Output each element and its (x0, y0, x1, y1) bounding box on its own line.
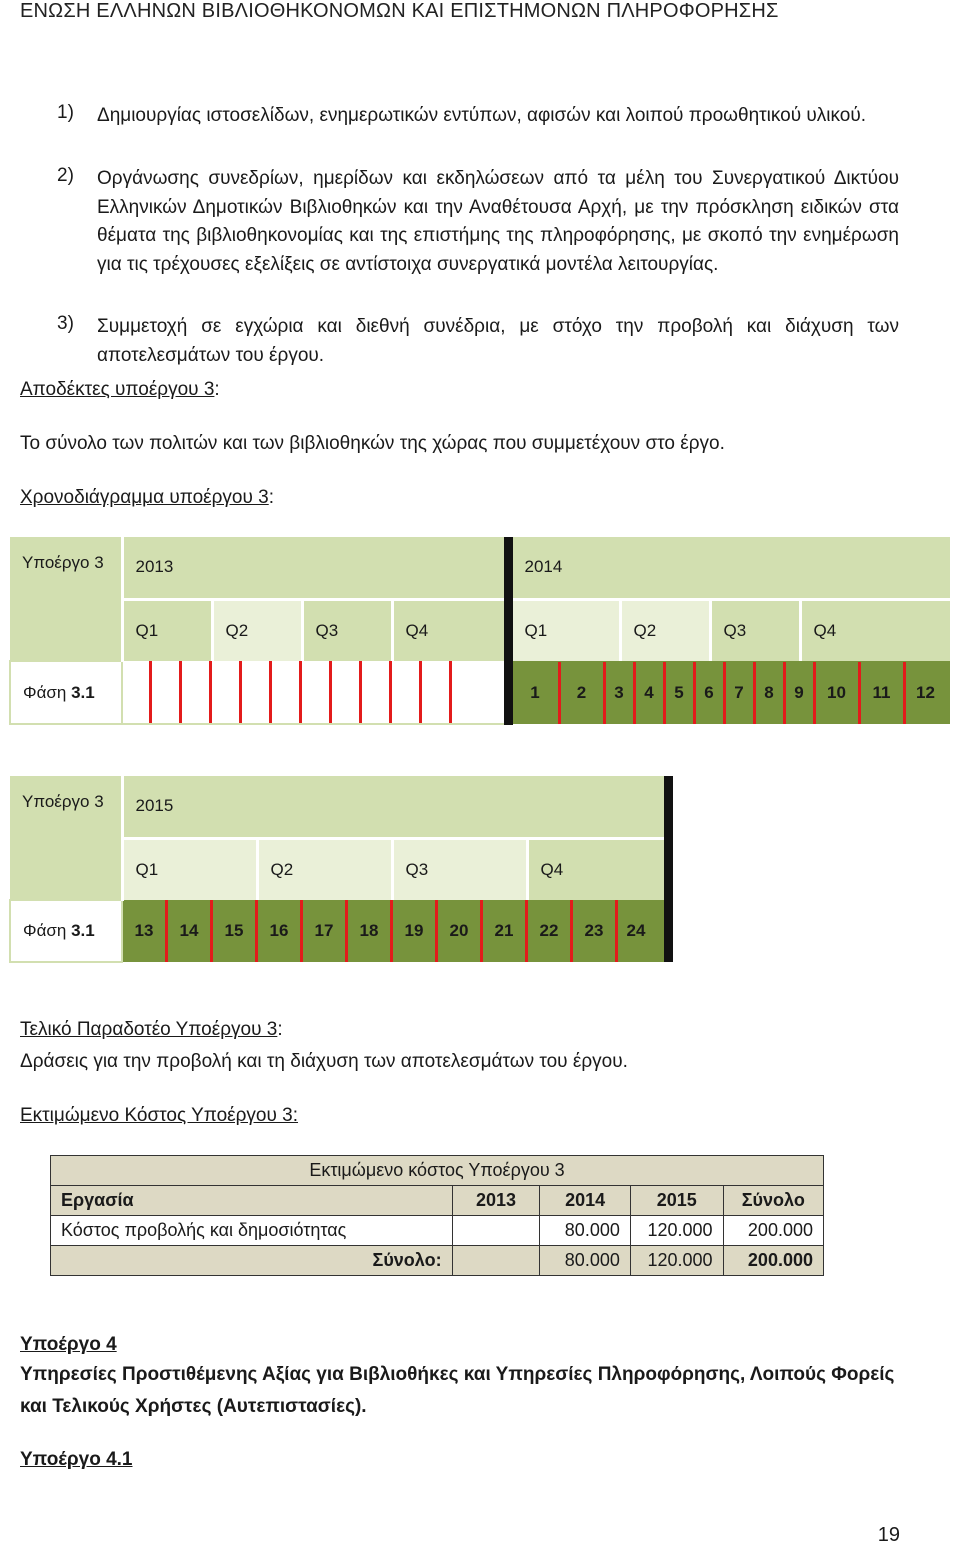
gantt2-q3: Q3 (392, 838, 527, 900)
gantt2-month-16: 16 (258, 900, 303, 962)
gantt1-q3: Q3 (302, 599, 392, 661)
schedule-heading (20, 484, 274, 513)
cost-row-2014: 80.000 (540, 1216, 630, 1246)
gantt2-month-17: 17 (303, 900, 348, 962)
subproject4-title: Υποέργο 4 (20, 1334, 117, 1355)
gantt2-month-24: 24 (626, 921, 646, 940)
gantt1-month-3: 3 (606, 662, 636, 724)
gantt2-phase-num: 3.1 (71, 921, 95, 940)
gantt1-year-2013: 2013 (122, 537, 508, 599)
gantt-table-2015 (9, 776, 673, 963)
gantt2-month-14: 14 (168, 900, 213, 962)
gantt1-q2: Q2 (212, 599, 302, 661)
red-marker (329, 661, 332, 723)
gantt1-month-4: 4 (636, 662, 666, 724)
gantt1-q5: Q1 (508, 599, 620, 661)
gantt1-month-1: 1 (513, 662, 561, 724)
list-item-3: Συμμετοχή σε εγχώρια και διεθνή συνέδρια, με στόχο την προβολή και διάχυση των αποτελεσμάτων του έργου. (97, 316, 899, 366)
gantt1-month-9: 9 (786, 662, 816, 724)
gantt2-month-23: 23 (573, 900, 618, 962)
gantt2-month-20: 20 (438, 900, 483, 962)
gantt1-q6: Q2 (620, 599, 710, 661)
gantt2-month-18: 18 (348, 900, 393, 962)
gantt1-empty-2013 (122, 661, 508, 724)
red-marker (359, 661, 362, 723)
gantt1-q1: Q1 (122, 599, 212, 661)
recipients-heading (20, 376, 220, 405)
list-num-1: 1) (57, 102, 74, 123)
recipients-text: Το σύνολο των πολιτών και των βιβλιοθηκών της χώρας που συμμετέχουν στο έργο. (20, 433, 725, 454)
red-marker (179, 661, 182, 723)
gantt2-phase-label: Φάση (23, 921, 72, 940)
gantt1-month-8: 8 (756, 662, 786, 724)
schedule-heading-text: Χρονοδιάγραμμα υποέργου 3 (20, 487, 269, 508)
red-marker (239, 661, 242, 723)
list-item-2: Οργάνωσης συνεδρίων, ημερίδων και εκδηλώσεων από τα μέλη του Συνεργατικού Δικτύου Ελληνικών Δημοτικών Βιβλιοθηκών και την Αναθέτουσα Αρχή, με την πρόσκληση ειδικών στα θέματα της βιβλιοθηκονομίας και της επιστήμης της πληροφόρησης, με σκοπό την ενημέρωση για τις τρέχουσες εξελίξεις σε αντίστοιχα συνεργατικά μοντέλα λειτουργίας. (97, 168, 899, 275)
gantt2-months-2015 (122, 900, 668, 962)
gantt1-month-2: 2 (561, 662, 606, 724)
cost-table-title: Εκτιμώμενο κόστος Υποέργου 3 (51, 1156, 824, 1186)
gantt-table-2013-2014 (9, 537, 950, 725)
list-item-1: Δημιουργίας ιστοσελίδων, ενημερωτικών εντύπων, αφισών και λοιπού προωθητικού υλικού. (97, 105, 866, 126)
gantt2-month-22: 22 (528, 900, 573, 962)
cost-total-2015: 120.000 (630, 1246, 723, 1276)
cost-header-2013: 2013 (452, 1186, 540, 1216)
gantt2-label: Υποέργο 3 (10, 776, 122, 900)
cost-row-2013 (452, 1216, 540, 1246)
gantt1-month-10: 10 (816, 662, 861, 724)
page-number: 19 (877, 1524, 900, 1546)
red-marker (149, 661, 152, 723)
subproject41-title: Υποέργο 4.1 (20, 1449, 133, 1470)
gantt2-month-13: 13 (123, 900, 168, 962)
gantt1-month-11: 11 (861, 662, 906, 724)
recipients-heading-text: Αποδέκτες υποέργου 3 (20, 379, 215, 400)
cost-heading: Εκτιμώμενο Κόστος Υποέργου 3: (20, 1105, 299, 1126)
cost-total-2013 (452, 1246, 540, 1276)
cost-total-label: Σύνολο: (51, 1246, 453, 1276)
gantt1-month-7: 7 (726, 662, 756, 724)
gantt1-phase-label: Φάση (23, 682, 72, 702)
cost-row-total: 200.000 (723, 1216, 823, 1246)
gantt2-year-2015: 2015 (122, 776, 668, 838)
cost-row-2015: 120.000 (630, 1216, 723, 1246)
page-header: ΕΝΩΣΗ ΕΛΛΗΝΩΝ ΒΙΒΛΙΟΘΗΚΟΝΟΜΩΝ ΚΑΙ ΕΠΙΣΤΗΜΟΝΩΝ ΠΛΗΡΟΦΟΡΗΣΗΣ (20, 0, 779, 22)
gantt1-phase-num: 3.1 (71, 682, 95, 702)
gantt1-months-2014 (508, 661, 950, 724)
gantt1-month-12: 12 (916, 682, 935, 702)
cost-total-2014: 80.000 (540, 1246, 630, 1276)
cost-header-2014: 2014 (540, 1186, 630, 1216)
red-marker (389, 661, 392, 723)
gantt1-month-5: 5 (666, 662, 696, 724)
gantt1-year-2014: 2014 (508, 537, 950, 599)
gantt1-month-6: 6 (696, 662, 726, 724)
gantt2-month-19: 19 (393, 900, 438, 962)
gantt1-phase (10, 661, 122, 724)
cost-total-total: 200.000 (723, 1246, 823, 1276)
gantt2-month-15: 15 (213, 900, 258, 962)
list-num-2: 2) (57, 165, 74, 186)
gantt2-q4: Q4 (527, 838, 668, 900)
red-marker (419, 661, 422, 723)
cost-row-task: Κόστος προβολής και δημοσιότητας (51, 1216, 453, 1246)
recipients-colon: : (214, 379, 220, 400)
gantt2-q1: Q1 (122, 838, 257, 900)
cost-table (50, 1155, 824, 1276)
gantt2-phase (10, 900, 122, 962)
red-marker (299, 661, 302, 723)
red-marker (449, 661, 452, 723)
cost-header-task: Εργασία (51, 1186, 453, 1216)
gantt1-red-markers-2013 (123, 661, 504, 723)
list-num-3: 3) (57, 313, 74, 334)
deliverable-heading (20, 1016, 283, 1045)
gantt1-q7: Q3 (710, 599, 800, 661)
subproject4-desc: Υπηρεσίες Προστιθέμενης Αξίας για Βιβλιοθήκες και Υπηρεσίες Πληροφόρησης, Λοιπούς Φορείς και Τελικούς Χρήστες (Αυτεπιστασίες). (20, 1364, 895, 1417)
red-marker (209, 661, 212, 723)
cost-header-total: Σύνολο (723, 1186, 823, 1216)
red-marker (269, 661, 272, 723)
cost-header-2015: 2015 (630, 1186, 723, 1216)
gantt1-label: Υποέργο 3 (10, 537, 122, 661)
deliverable-heading-text: Τελικό Παραδοτέο Υποέργου 3 (20, 1019, 278, 1040)
gantt2-q2: Q2 (257, 838, 392, 900)
deliverable-text: Δράσεις για την προβολή και τη διάχυση των αποτελεσμάτων του έργου. (20, 1051, 628, 1072)
gantt1-month-row (513, 662, 951, 724)
deliverable-colon: : (277, 1019, 283, 1040)
schedule-colon: : (268, 487, 275, 508)
gantt2-month-21: 21 (483, 900, 528, 962)
gantt2-month-row (123, 900, 664, 962)
gantt1-q4: Q4 (392, 599, 508, 661)
gantt1-q8: Q4 (800, 599, 950, 661)
